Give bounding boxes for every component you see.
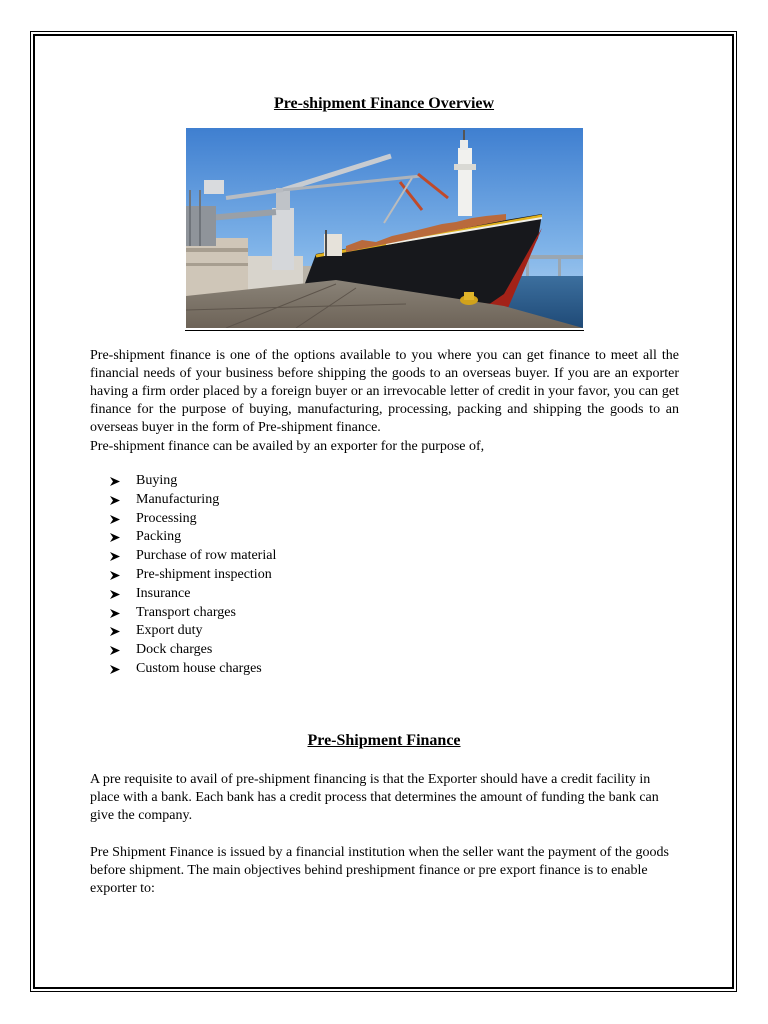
cargo-ship-photo: [186, 128, 583, 328]
list-item-label: Pre-shipment inspection: [136, 566, 272, 582]
list-item: [110, 604, 276, 623]
list-item-label: Purchase of row material: [136, 548, 277, 564]
document-title: Pre-shipment Finance Overview: [273, 95, 495, 112]
arrowhead-bullet-icon: [110, 646, 120, 655]
list-item-label: Manufacturing: [136, 491, 220, 507]
list-item-label: Custom house charges: [136, 660, 262, 676]
list-item-label: Packing: [136, 529, 182, 545]
list-item-label: Transport charges: [136, 604, 236, 620]
arrowhead-bullet-icon: [110, 533, 120, 542]
arrowhead-bullet-icon: [110, 477, 120, 486]
list-item: [110, 510, 276, 529]
list-item: [110, 622, 276, 641]
list-item-label: Processing: [136, 510, 197, 526]
list-item: [110, 585, 276, 604]
purpose-intro: Pre-shipment finance can be availed by an exporter for the purpose of,: [90, 439, 485, 454]
list-item-label: Dock charges: [136, 642, 213, 658]
list-item: [110, 528, 276, 547]
list-item: [110, 566, 276, 585]
section-title: Pre-Shipment Finance: [307, 732, 461, 749]
section-paragraph-2: Pre Shipment Finance is issued by a financial institution when the seller want the payment of the goods before shipment. The main objectives behind preshipment finance or pre export finance is to enable exporter to:: [90, 845, 669, 896]
photo-bottom-rule: [185, 330, 584, 331]
list-item-label: Buying: [136, 473, 178, 488]
section-paragraph-1: A pre requisite to avail of pre-shipment financing is that the Exporter should have a credit facility in place with a bank. Each bank has a credit process that determines the amount of funding the bank can give the company.: [90, 772, 659, 823]
list-item-label: Export duty: [136, 623, 203, 639]
list-item: [110, 547, 276, 566]
arrowhead-bullet-icon: [110, 665, 120, 674]
arrowhead-bullet-icon: [110, 627, 120, 636]
list-item: [110, 491, 276, 510]
list-item-label: Insurance: [136, 585, 191, 601]
list-item: [110, 472, 276, 491]
list-item: [110, 641, 276, 660]
arrowhead-bullet-icon: [110, 552, 120, 561]
arrowhead-bullet-icon: [110, 515, 120, 524]
purpose-list: [110, 472, 276, 679]
arrowhead-bullet-icon: [110, 609, 120, 618]
arrowhead-bullet-icon: [110, 571, 120, 580]
intro-paragraph: Pre-shipment finance is one of the options available to you where you can get finance to meet all the financial needs of your business before shipping the goods to an overseas buyer. If you are an exporter having a firm order placed by a foreign buyer or an irrevocable letter of credit in your favor, you can get finance for the purpose of buying, manufacturing, processing, packing and shipping the goods to an overseas buyer in the form of Pre-shipment finance.: [90, 348, 679, 435]
arrowhead-bullet-icon: [110, 496, 120, 505]
arrowhead-bullet-icon: [110, 590, 120, 599]
list-item: [110, 660, 276, 679]
